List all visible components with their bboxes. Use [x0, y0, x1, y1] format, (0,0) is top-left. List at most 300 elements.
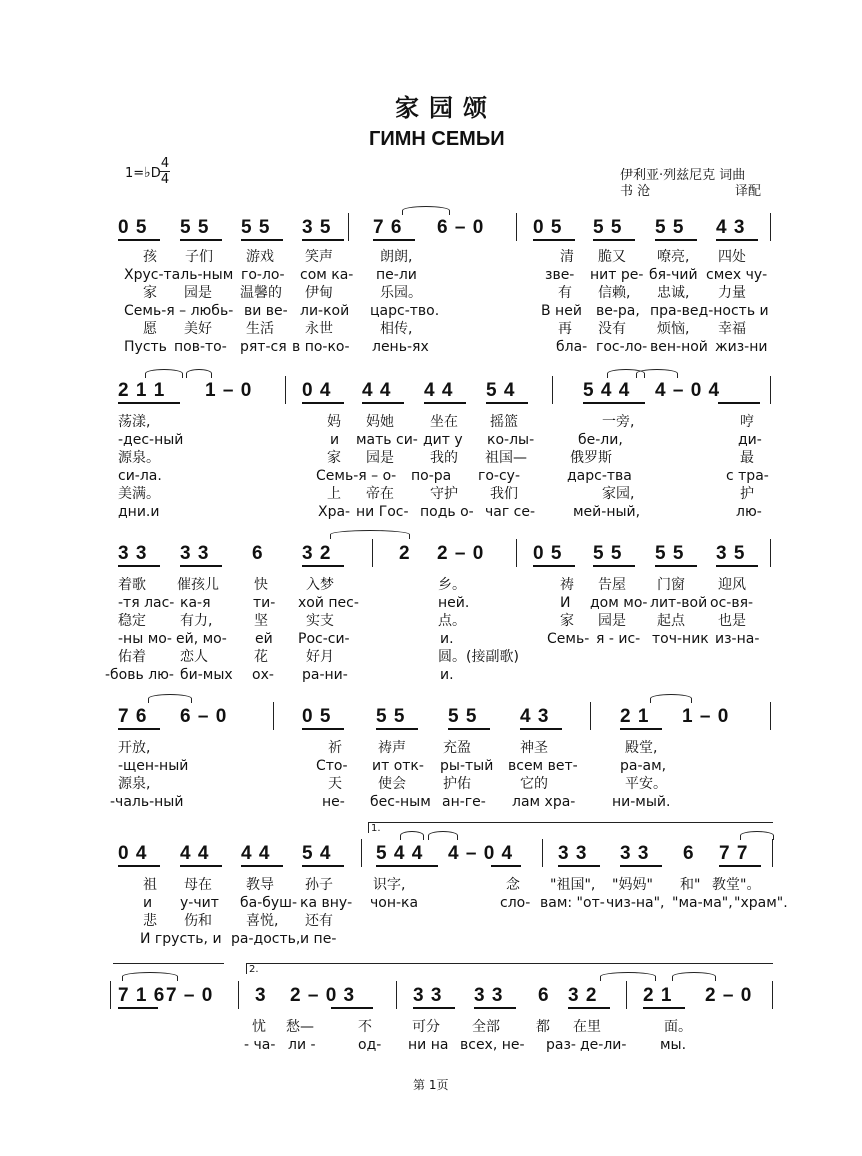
- lyric: лит-вой: [650, 595, 708, 611]
- beam: [716, 239, 758, 241]
- lyric: и: [143, 895, 153, 911]
- lyric: 有力,: [180, 613, 213, 629]
- lyric: всем вет-: [508, 758, 578, 774]
- lyric: 喜悦,: [246, 913, 279, 929]
- beam: [568, 1007, 610, 1009]
- lyric: -ны мо-: [118, 631, 172, 647]
- lyric: 母在: [184, 877, 212, 893]
- lyric: подь о-: [420, 504, 474, 520]
- lyric: 祷声: [378, 740, 406, 756]
- time-signature: [160, 156, 170, 187]
- lyric: ни-мый.: [612, 794, 671, 810]
- lyric: 摇篮: [490, 414, 518, 430]
- note-group: 3: [255, 985, 267, 1006]
- lyric: я - ис-: [596, 631, 641, 647]
- lyric: 园是: [366, 450, 394, 466]
- lyric: 相传,: [380, 321, 413, 337]
- lyric: дарс-тва: [567, 468, 632, 484]
- lyric: ит отк-: [372, 758, 424, 774]
- note-group: 5 5: [655, 543, 685, 564]
- lyric: 稳定: [118, 613, 146, 629]
- lyric: 忠诚,: [657, 285, 690, 301]
- lyric: мей-ный,: [573, 504, 641, 520]
- barline: [770, 539, 771, 567]
- lyric: 源泉。: [118, 450, 160, 466]
- note-group: 4 4: [180, 843, 210, 864]
- volta-label: 1.: [371, 823, 381, 834]
- lyric: ра-дость,: [231, 931, 301, 947]
- lyric: 祖: [143, 877, 157, 893]
- beam: [593, 565, 635, 567]
- key-signature: [125, 165, 161, 181]
- note-group: 3 2: [568, 985, 598, 1006]
- note-group: 7 7: [719, 843, 749, 864]
- note-group: 1 – 0: [205, 380, 253, 401]
- barline: [110, 981, 111, 1009]
- barline: [516, 539, 517, 567]
- lyric: 忧: [252, 1019, 266, 1035]
- lyric: 教堂"。: [712, 877, 761, 893]
- lyric: 告屋: [598, 577, 626, 593]
- note-group: 2 1: [620, 706, 650, 727]
- beam: [118, 1007, 158, 1009]
- lyric: ней.: [438, 595, 470, 611]
- lyric: бес-ным: [370, 794, 431, 810]
- note-group: 6: [252, 543, 264, 564]
- page-number: 第 1页: [413, 1078, 449, 1092]
- lyric: 护: [740, 486, 754, 502]
- lyric: 游戏: [246, 249, 274, 265]
- lyric: 力量: [718, 285, 746, 301]
- lyric: 平安。: [625, 776, 667, 792]
- barline: [516, 213, 517, 241]
- lyric: 有: [558, 285, 572, 301]
- beam: [583, 402, 645, 404]
- barline: [273, 702, 274, 730]
- note-group: 5 4: [302, 843, 332, 864]
- barline: [361, 839, 362, 867]
- lyric: ка-я: [180, 595, 211, 611]
- lyric: ка вну-: [300, 895, 353, 911]
- lyric: 佑着: [118, 649, 146, 665]
- note-group: 4 – 0 4: [448, 843, 514, 864]
- note-group: 4 4: [362, 380, 392, 401]
- note-group: 5 5: [448, 706, 478, 727]
- lyric: -щен-ный: [118, 758, 189, 774]
- lyric: 坐在: [430, 414, 458, 430]
- note-group: 5 4 4: [583, 380, 631, 401]
- lyric: 荡漾,: [118, 414, 151, 430]
- lyric: И: [560, 595, 571, 611]
- lyric: 起点: [657, 613, 685, 629]
- lyric: 笑声: [305, 249, 333, 265]
- lyric: 念: [506, 877, 520, 893]
- lyric: бла-: [556, 339, 588, 355]
- lyric: Рос-си-: [298, 631, 350, 647]
- beam: [448, 728, 490, 730]
- lyric: Семь-: [547, 631, 590, 647]
- lyric: лень-ях: [372, 339, 429, 355]
- lyric: 妈: [327, 414, 341, 430]
- tie: [402, 206, 450, 215]
- lyric: 嘹亮,: [657, 249, 690, 265]
- beam: [118, 239, 160, 241]
- lyric: 孙子: [305, 877, 333, 893]
- title-russian: ГИМН СЕМЬИ: [369, 128, 505, 150]
- lyric: -бовь лю-: [105, 667, 174, 683]
- lyric: 四处: [718, 249, 746, 265]
- barline: [285, 376, 286, 404]
- beam: [331, 1007, 373, 1009]
- lyric: ан-ге-: [442, 794, 486, 810]
- lyric: би-мых: [180, 667, 233, 683]
- barline: [552, 376, 553, 404]
- lyric: раз-: [546, 1037, 576, 1053]
- lyric: лю-: [736, 504, 762, 520]
- note-group: 5 5: [593, 543, 623, 564]
- tie: [400, 831, 424, 840]
- lyric: 迎风: [718, 577, 746, 593]
- tie: [600, 972, 656, 981]
- lyric: 生活: [246, 321, 274, 337]
- lyric: 和": [680, 877, 701, 893]
- lyric: 使会: [378, 776, 406, 792]
- beam: [362, 402, 404, 404]
- lyric: И грусть, и: [140, 931, 222, 947]
- tie: [672, 972, 716, 981]
- lyric: бе-ли,: [578, 432, 623, 448]
- lyric: ра-ам,: [620, 758, 667, 774]
- beam: [241, 865, 283, 867]
- lyric: и.: [440, 667, 454, 683]
- tie: [650, 694, 692, 703]
- beam: [376, 728, 418, 730]
- note-group: 4 4: [241, 843, 271, 864]
- barline: [348, 213, 349, 241]
- lyric: точ-ник: [652, 631, 709, 647]
- lyric: 美满。: [118, 486, 160, 502]
- lyric: 伊甸: [305, 285, 333, 301]
- lyric: 坚: [254, 613, 268, 629]
- lyric: 俄罗斯: [570, 450, 612, 466]
- lyric: од-: [358, 1037, 382, 1053]
- lyric: 园是: [598, 613, 626, 629]
- beam: [424, 402, 466, 404]
- lyric: 家园,: [602, 486, 635, 502]
- lyric: 乐园。: [380, 285, 422, 301]
- lyric: 家: [327, 450, 341, 466]
- lyric: 不: [358, 1019, 372, 1035]
- lyric: зве-: [545, 267, 575, 283]
- lyric: 护佑: [443, 776, 471, 792]
- tie: [740, 831, 774, 840]
- lyric: сло-: [500, 895, 531, 911]
- lyric: мы.: [660, 1037, 687, 1053]
- lyric: мать си-: [356, 432, 418, 448]
- beam: [413, 1007, 455, 1009]
- note-group: 5 5: [376, 706, 406, 727]
- lyric: вен-ной: [650, 339, 708, 355]
- lyric: царс-тво.: [370, 303, 440, 319]
- note-group: 0 4: [302, 380, 332, 401]
- lyric: в по-ко-: [292, 339, 350, 355]
- barline: [772, 981, 773, 1009]
- note-group: 6: [683, 843, 695, 864]
- lyric: ни на: [408, 1037, 449, 1053]
- lyric: Семь-я – любь-: [124, 303, 234, 319]
- credit-composer: 伊利亚·列兹尼克 词曲: [620, 168, 746, 183]
- note-group: 4 – 0 4: [655, 380, 721, 401]
- note-group: 0 5: [533, 217, 563, 238]
- beam: [241, 239, 283, 241]
- lyric: 天: [328, 776, 342, 792]
- flat-icon: ♭: [144, 165, 151, 181]
- lyric: жиз-ни: [715, 339, 768, 355]
- note-group: 2 – 0 3: [290, 985, 356, 1006]
- lyric: 信赖,: [598, 285, 631, 301]
- note-group: 3 2: [302, 543, 332, 564]
- lyric: Пусть: [124, 339, 167, 355]
- lyric: у-чит: [180, 895, 219, 911]
- lyric: дом мо-: [590, 595, 648, 611]
- lyric: сом ка-: [300, 267, 354, 283]
- lyric: 守护: [430, 486, 458, 502]
- lyric: 面。: [664, 1019, 692, 1035]
- lyric: нит ре-: [590, 267, 644, 283]
- lyric: - ча-: [244, 1037, 276, 1053]
- lyric: 实支: [306, 613, 334, 629]
- note-group: 1 – 0: [682, 706, 730, 727]
- lyric: си-ла.: [118, 468, 162, 484]
- lyric: 开放,: [118, 740, 151, 756]
- beam: [118, 402, 180, 404]
- lyric: 神圣: [520, 740, 548, 756]
- lyric: 快: [254, 577, 268, 593]
- beam: [558, 865, 600, 867]
- lyric: -дес-ный: [118, 432, 184, 448]
- note-group: 7 – 0: [166, 985, 214, 1006]
- lyric: 全部: [472, 1019, 500, 1035]
- key-prefix: 1=: [125, 166, 145, 181]
- note-group: 3 3: [474, 985, 504, 1006]
- lyric: 圆。(接副歌): [438, 649, 519, 665]
- beam: [180, 239, 222, 241]
- lyric: 它的: [520, 776, 548, 792]
- beam: [118, 565, 160, 567]
- lyric: 帝在: [366, 486, 394, 502]
- lyric: "храм".: [734, 895, 788, 911]
- lyric: -чаль-ный: [110, 794, 184, 810]
- tie: [122, 972, 178, 981]
- lyric: с тра-: [726, 468, 769, 484]
- lyric: ли -: [288, 1037, 316, 1053]
- beam: [180, 865, 222, 867]
- beam: [643, 1007, 685, 1009]
- lyric: 再: [558, 321, 572, 337]
- beam: [533, 565, 575, 567]
- lyric: 祖国—: [485, 450, 527, 466]
- lyric: "妈妈": [612, 877, 653, 893]
- tie: [145, 369, 183, 378]
- lyric: В ней: [541, 303, 582, 319]
- note-group: 3 5: [302, 217, 332, 238]
- lyric: 充盈: [443, 740, 471, 756]
- lyric: 教导: [246, 877, 274, 893]
- lyric: 上: [327, 486, 341, 502]
- lyric: и.: [440, 631, 454, 647]
- lyric: 没有: [598, 321, 626, 337]
- volta-label: 2.: [249, 964, 259, 975]
- lyric: ди-: [738, 432, 762, 448]
- beam: [716, 565, 758, 567]
- lyric: 门窗: [657, 577, 685, 593]
- note-group: 3 3: [620, 843, 650, 864]
- lyric: ти-: [253, 595, 276, 611]
- lyric: ли-кой: [300, 303, 350, 319]
- tie: [428, 831, 458, 840]
- tie: [148, 694, 192, 703]
- note-group: 2 1 1: [118, 380, 166, 401]
- note-group: 0 5: [118, 217, 148, 238]
- note-group: 6 – 0: [180, 706, 228, 727]
- lyric: 孩: [143, 249, 157, 265]
- lyric: "ма-ма",: [672, 895, 733, 911]
- lyric: 家: [143, 285, 157, 301]
- lyric: лам хра-: [512, 794, 576, 810]
- lyric: 家: [560, 613, 574, 629]
- lyric: 哼: [740, 414, 754, 430]
- beam: [180, 565, 222, 567]
- lyric: 在里: [573, 1019, 601, 1035]
- lyric: рят-ся: [240, 339, 287, 355]
- barline: [590, 702, 591, 730]
- beam: [302, 865, 344, 867]
- beam: [533, 239, 575, 241]
- lyric: не-: [322, 794, 345, 810]
- note-group: 0 4: [118, 843, 148, 864]
- note-group: 3 3: [413, 985, 443, 1006]
- barline: [772, 839, 773, 867]
- lyric: 点。: [438, 613, 466, 629]
- note-group: 5 4: [486, 380, 516, 401]
- beam: [302, 402, 344, 404]
- lyric: дни.и: [118, 504, 160, 520]
- lyric: по-ра: [411, 468, 452, 484]
- beam: [718, 402, 760, 404]
- note-group: 3 3: [118, 543, 148, 564]
- beam: [620, 728, 662, 730]
- volta-bracket: [368, 822, 773, 833]
- barline: [396, 981, 397, 1009]
- lyric: 我的: [430, 450, 458, 466]
- note-group: 4 3: [520, 706, 550, 727]
- lyric: 还有: [305, 913, 333, 929]
- lyric: 愿: [143, 321, 157, 337]
- lyric: Сто-: [316, 758, 348, 774]
- tie: [186, 369, 212, 378]
- lyric: 我们: [490, 486, 518, 502]
- lyric: 乡。: [438, 577, 466, 593]
- lyric: 都: [536, 1019, 550, 1035]
- note-group: 7 1 6: [118, 985, 166, 1006]
- barline: [238, 981, 239, 1009]
- lyric: -тя лас-: [118, 595, 175, 611]
- barline: [770, 376, 771, 404]
- note-group: 0 5: [533, 543, 563, 564]
- lyric: ко-лы-: [487, 432, 535, 448]
- lyric: 烦恼,: [657, 321, 690, 337]
- lyric: 美好: [184, 321, 212, 337]
- lyric: 识字,: [373, 877, 406, 893]
- lyric: 祷: [560, 577, 574, 593]
- lyric: ры-тый: [440, 758, 494, 774]
- credit-translator: 书 沧: [620, 184, 651, 199]
- lyric: 朗朗,: [380, 249, 413, 265]
- lyric: 可分: [412, 1019, 440, 1035]
- lyric: дит у: [423, 432, 463, 448]
- note-group: 4 3: [716, 217, 746, 238]
- beam: [520, 728, 562, 730]
- note-group: 2 – 0: [437, 543, 485, 564]
- lyric: чон-ка: [370, 895, 419, 911]
- lyric: го-су-: [478, 468, 521, 484]
- lyric: пе-ли: [376, 267, 417, 283]
- lyric: 温馨的: [240, 285, 282, 301]
- note-group: 0 5: [302, 706, 332, 727]
- lyric: 清: [560, 249, 574, 265]
- title-chinese: 家园颂: [395, 93, 497, 122]
- beam: [118, 728, 160, 730]
- lyric: смех чу-: [706, 267, 768, 283]
- beam: [719, 865, 761, 867]
- lyric: ос-вя-: [710, 595, 754, 611]
- beam: [376, 865, 438, 867]
- note-group: 4 4: [424, 380, 454, 401]
- beam: [655, 239, 697, 241]
- lyric: и: [330, 432, 340, 448]
- barline: [770, 702, 771, 730]
- lyric: 妈她: [366, 414, 394, 430]
- beam: [486, 402, 528, 404]
- lyric: хой пес-: [298, 595, 359, 611]
- lyric: чаг се-: [485, 504, 536, 520]
- note-group: 6: [538, 985, 550, 1006]
- lyric: 子们: [185, 249, 213, 265]
- lyric: 源泉,: [118, 776, 151, 792]
- note-group: 6 – 0: [437, 217, 485, 238]
- note-group: 2 1: [643, 985, 673, 1006]
- beam: [118, 865, 160, 867]
- tie: [636, 369, 678, 378]
- lyric: ве-ра,: [596, 303, 640, 319]
- beam: [302, 565, 344, 567]
- lyric: ба-буш-: [240, 895, 298, 911]
- lyric: чиз-на",: [606, 895, 665, 911]
- beam: [593, 239, 635, 241]
- barline: [626, 981, 627, 1009]
- note-group: 5 4 4: [376, 843, 424, 864]
- key-note: D: [150, 166, 161, 181]
- lyric: 花: [254, 649, 268, 665]
- lyric: из-на-: [715, 631, 760, 647]
- lyric: 恋人: [180, 649, 208, 665]
- lyric: Хрус-таль-ным: [124, 267, 234, 283]
- lyric: ни Гос-: [356, 504, 409, 520]
- lyric: гос-ло-: [596, 339, 648, 355]
- lyric: Семь-я – о-: [316, 468, 397, 484]
- lyric: 祈: [328, 740, 342, 756]
- lyric: 永世: [305, 321, 333, 337]
